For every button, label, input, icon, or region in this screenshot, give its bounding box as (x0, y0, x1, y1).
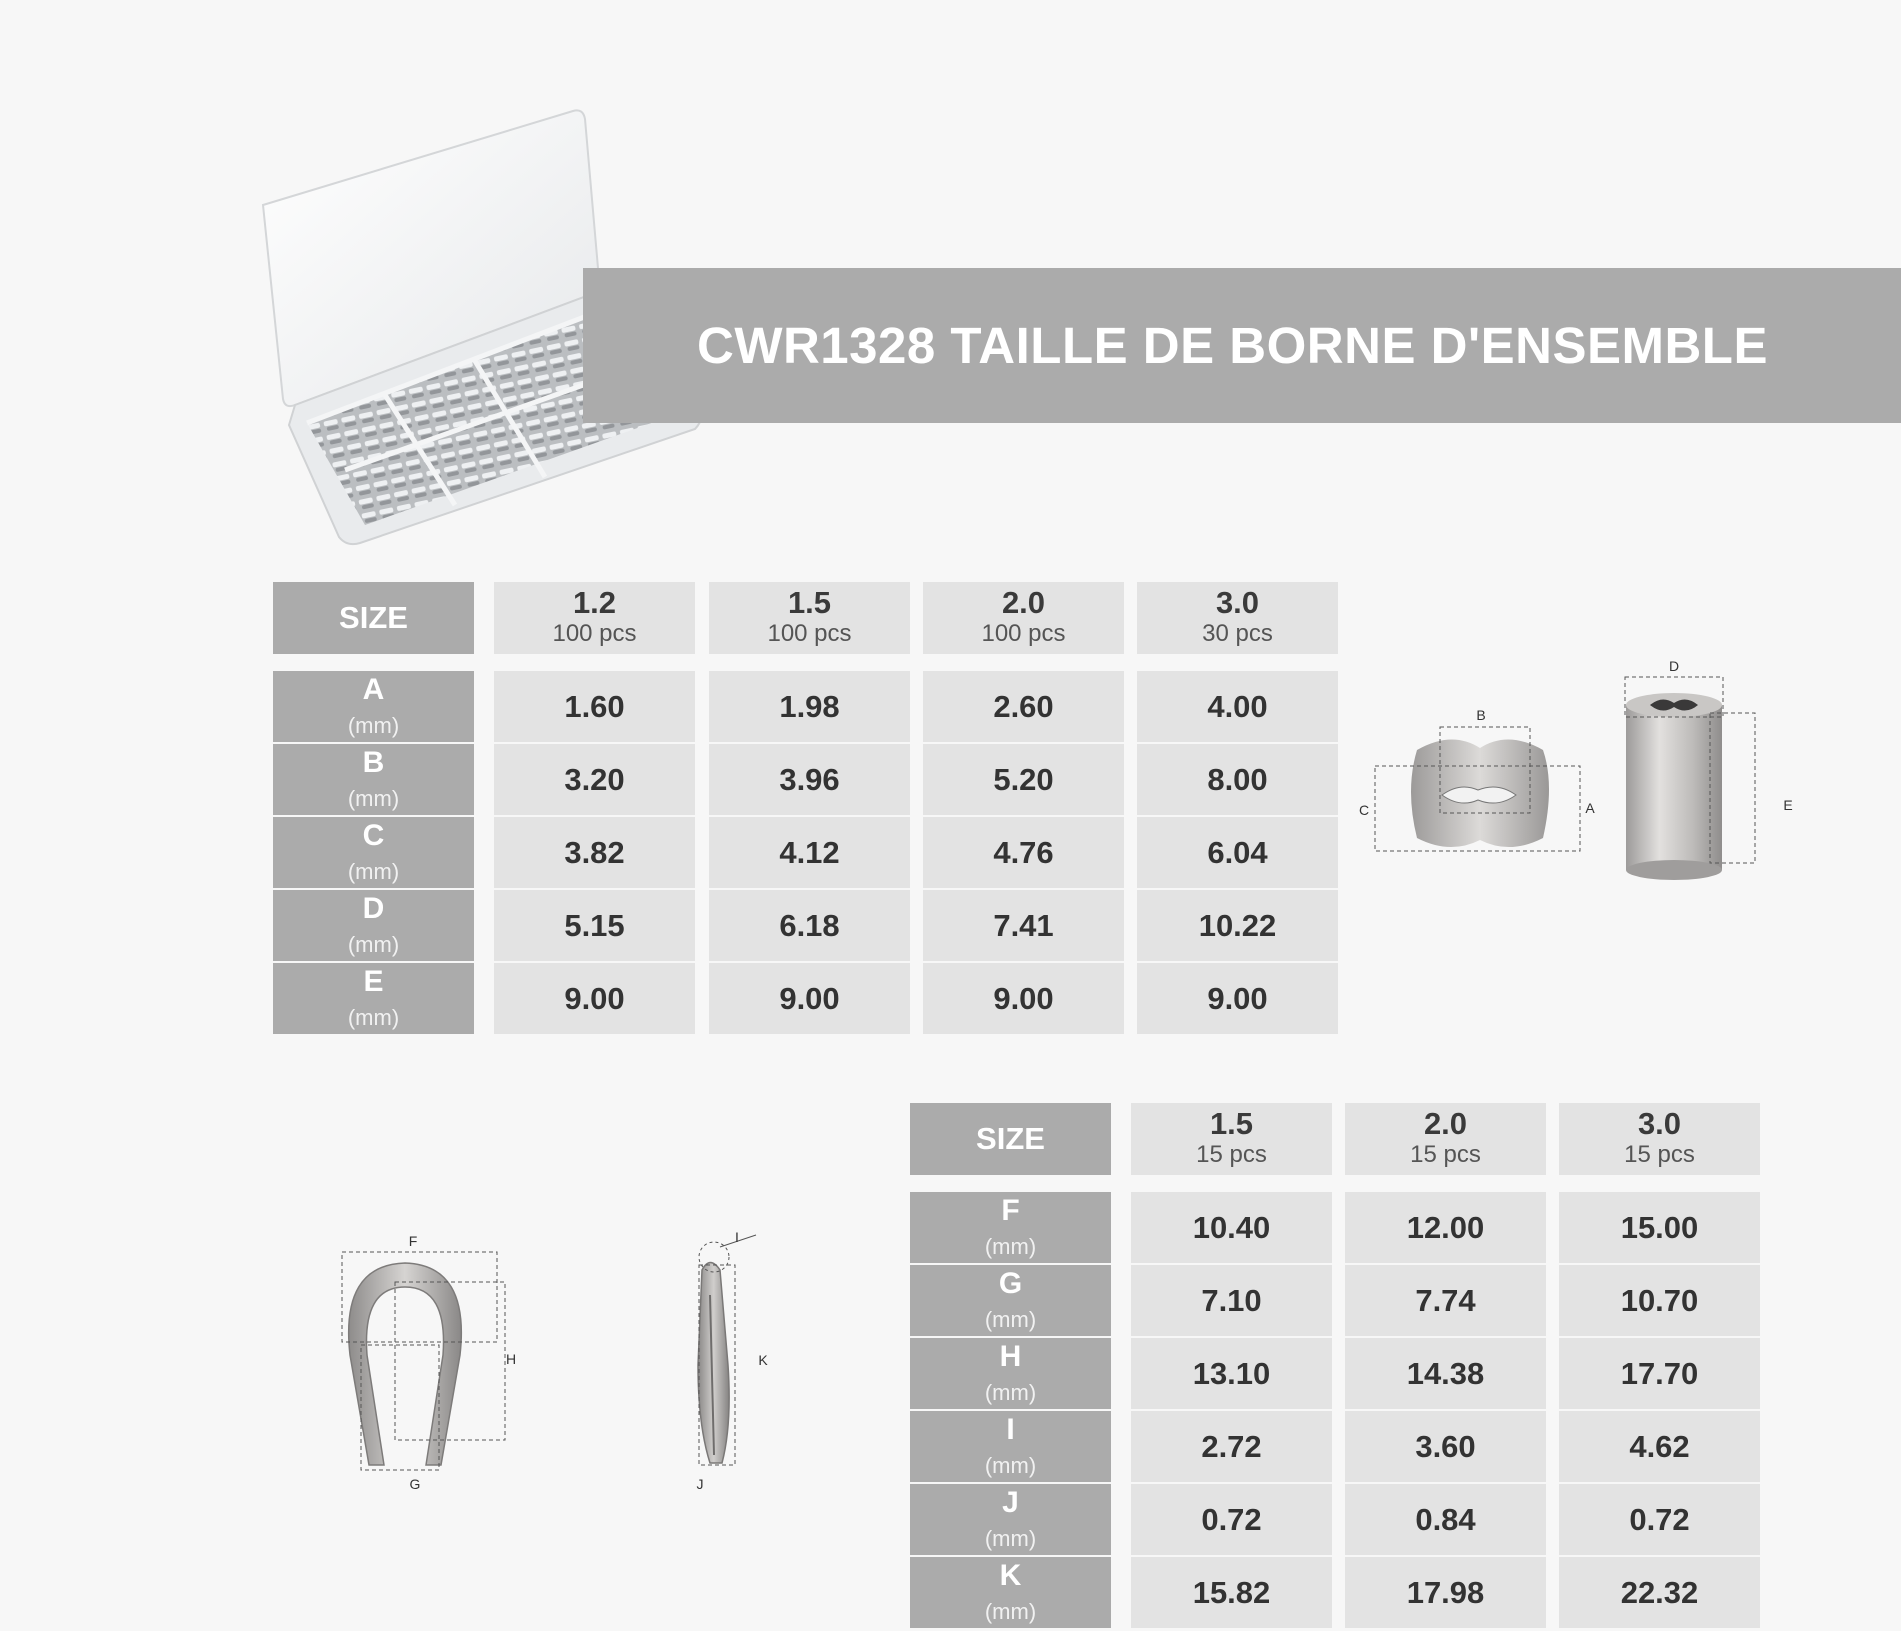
dim-label-b: B (1476, 707, 1486, 723)
table-cell: 9.00 (1137, 963, 1338, 1034)
table-cell: 7.41 (923, 890, 1124, 961)
row-header: D (mm) (273, 890, 474, 961)
thimble-side-view-icon (680, 1225, 790, 1500)
size-header: SIZE (273, 582, 474, 654)
dim-label-j: J (696, 1476, 704, 1492)
dim-label-d: D (1668, 658, 1680, 674)
table-cell: 3.20 (494, 744, 695, 815)
table-cell: 17.98 (1345, 1557, 1546, 1628)
row-header: G (mm) (910, 1265, 1111, 1336)
table-cell: 9.00 (494, 963, 695, 1034)
table-cell: 0.72 (1131, 1484, 1332, 1555)
row-header: I (mm) (910, 1411, 1111, 1482)
table-cell: 4.76 (923, 817, 1124, 888)
row-header: E (mm) (273, 963, 474, 1034)
column-header: 3.0 15 pcs (1559, 1103, 1760, 1175)
table-cell: 10.70 (1559, 1265, 1760, 1336)
column-header: 2.0 100 pcs (923, 582, 1124, 654)
dim-label-g: G (409, 1476, 421, 1492)
table-cell: 7.10 (1131, 1265, 1332, 1336)
table-cell: 9.00 (923, 963, 1124, 1034)
size-header: SIZE (910, 1103, 1111, 1175)
table-cell: 4.62 (1559, 1411, 1760, 1482)
dim-label-c: C (1358, 802, 1370, 818)
row-header: C (mm) (273, 817, 474, 888)
row-header: B (mm) (273, 744, 474, 815)
table-cell: 0.84 (1345, 1484, 1546, 1555)
page-title: CWR1328 TAILLE DE BORNE D'ENSEMBLE (697, 317, 1768, 374)
table-cell: 5.15 (494, 890, 695, 961)
column-header: 1.5 100 pcs (709, 582, 910, 654)
row-header: A (mm) (273, 671, 474, 742)
table-cell: 12.00 (1345, 1192, 1546, 1263)
table-cell: 5.20 (923, 744, 1124, 815)
dim-label-i: I (735, 1229, 739, 1245)
table-cell: 0.72 (1559, 1484, 1760, 1555)
ferrule-side-view-icon (1610, 655, 1810, 895)
table-cell: 7.74 (1345, 1265, 1546, 1336)
table-cell: 3.82 (494, 817, 695, 888)
table-cell: 13.10 (1131, 1338, 1332, 1409)
thimble-front-view-icon (320, 1225, 530, 1500)
dim-label-e: E (1783, 797, 1793, 813)
dim-label-h: H (505, 1351, 517, 1367)
table-cell: 1.98 (709, 671, 910, 742)
dim-label-k: K (758, 1352, 768, 1368)
dim-label-f: F (408, 1233, 418, 1249)
row-header: J (mm) (910, 1484, 1111, 1555)
table-cell: 10.22 (1137, 890, 1338, 961)
table-cell: 6.18 (709, 890, 910, 961)
table-cell: 22.32 (1559, 1557, 1760, 1628)
row-header: K (mm) (910, 1557, 1111, 1628)
row-header: F (mm) (910, 1192, 1111, 1263)
dim-label-a: A (1585, 800, 1595, 816)
table-cell: 9.00 (709, 963, 910, 1034)
column-header: 1.2 100 pcs (494, 582, 695, 654)
column-header: 2.0 15 pcs (1345, 1103, 1546, 1175)
column-header: 3.0 30 pcs (1137, 582, 1338, 654)
table-cell: 4.12 (709, 817, 910, 888)
table-cell: 3.60 (1345, 1411, 1546, 1482)
table-cell: 6.04 (1137, 817, 1338, 888)
ferrule-top-view-icon (1350, 700, 1600, 870)
table-cell: 17.70 (1559, 1338, 1760, 1409)
table-cell: 2.72 (1131, 1411, 1332, 1482)
title-banner (583, 268, 1901, 423)
table-cell: 15.00 (1559, 1192, 1760, 1263)
table-cell: 15.82 (1131, 1557, 1332, 1628)
table-cell: 1.60 (494, 671, 695, 742)
row-header: H (mm) (910, 1338, 1111, 1409)
table-cell: 2.60 (923, 671, 1124, 742)
table-cell: 14.38 (1345, 1338, 1546, 1409)
table-cell: 4.00 (1137, 671, 1338, 742)
table-cell: 3.96 (709, 744, 910, 815)
table-cell: 10.40 (1131, 1192, 1332, 1263)
table-cell: 8.00 (1137, 744, 1338, 815)
column-header: 1.5 15 pcs (1131, 1103, 1332, 1175)
